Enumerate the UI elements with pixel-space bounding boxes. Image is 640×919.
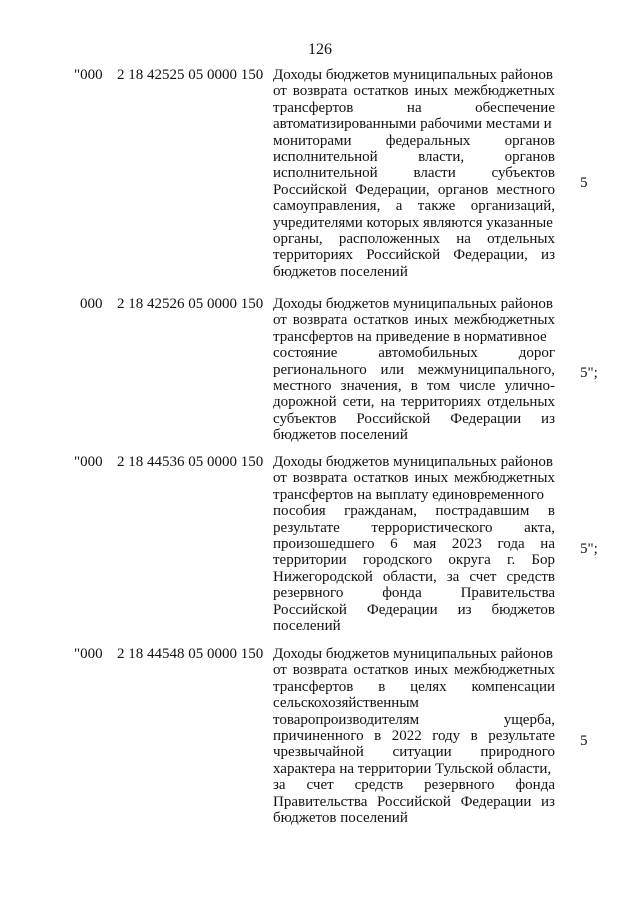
description-line: состояние автомобильных дорог <box>273 345 555 362</box>
description-line: от возврата остатков иных межбюджетных <box>273 662 555 679</box>
description-line: от возврата остатков иных межбюджетных <box>273 312 555 329</box>
description-line: органы, расположенных на отдельных <box>273 231 555 248</box>
description-line: Правительства Российской Федерации из <box>273 793 555 810</box>
description-line: трансфертов на приведение в нормативное <box>273 328 547 345</box>
description-line: трансфертов на выплату единовременного <box>273 486 544 503</box>
norm-value: 5"; <box>580 365 598 381</box>
budget-classification-code: 2 18 44536 05 0000 150 <box>117 454 264 470</box>
description-line: мониторами федеральных органов <box>273 132 555 149</box>
description-line: Российской Федерации из бюджетов <box>273 601 555 618</box>
description-line: исполнительной власти, органов <box>273 149 555 166</box>
norm-value: 5 <box>580 175 588 191</box>
description-line: исполнительной власти субъектов <box>273 165 555 182</box>
budget-classification-code: 2 18 42526 05 0000 150 <box>117 296 264 312</box>
description-line: самоуправления, а также организаций, <box>273 198 555 215</box>
description-line: товаропроизводителям ущерба, <box>273 711 555 728</box>
description-line: территориях Российской Федерации, из <box>273 247 555 264</box>
description-line: за счет средств резервного фонда <box>273 777 555 794</box>
description-line: трансфертов в целях компенсации <box>273 678 555 695</box>
description-line: регионального или межмуниципального, <box>273 361 555 378</box>
description-line: Доходы бюджетов муниципальных районов <box>273 646 553 662</box>
income-description <box>273 646 555 826</box>
prefix-code: "000 <box>74 646 103 662</box>
description-line: от возврата остатков иных межбюджетных <box>273 83 555 100</box>
income-description <box>273 296 555 444</box>
description-line: дорожной сети, на территориях отдельных <box>273 394 555 411</box>
description-line: Доходы бюджетов муниципальных районов <box>273 67 553 83</box>
description-line: Российской Федерации, органов местного <box>273 181 555 198</box>
description-line: поселений <box>273 618 341 635</box>
prefix-code: "000 <box>74 67 103 83</box>
norm-value: 5 <box>580 733 588 749</box>
description-line: Доходы бюджетов муниципальных районов <box>273 296 553 312</box>
description-line: автоматизированными рабочими местами и <box>273 116 552 133</box>
description-line: территории городского округа г. Бор <box>273 552 555 569</box>
description-line: произошедшего 6 мая 2023 года на <box>273 536 555 553</box>
budget-classification-code: 2 18 42525 05 0000 150 <box>117 67 264 83</box>
description-line: бюджетов поселений <box>273 263 408 280</box>
description-line: характера на территории Тульской области, <box>273 760 552 777</box>
income-description <box>273 454 555 634</box>
description-line: трансфертов на обеспечение <box>273 99 555 116</box>
description-line: местного значения, в том числе улично- <box>273 378 555 395</box>
description-line: пособия гражданам, пострадавшим в <box>273 503 555 520</box>
description-line: сельскохозяйственным <box>273 695 419 712</box>
description-line: результате террористического акта, <box>273 519 555 536</box>
description-line: бюджетов поселений <box>273 427 408 444</box>
description-line: чрезвычайной ситуации природного <box>273 744 555 761</box>
description-line: Нижегородской области, за счет средств <box>273 568 555 585</box>
prefix-code: "000 <box>74 454 103 470</box>
prefix-code: 000 <box>80 296 103 312</box>
page-number: 126 <box>308 41 332 58</box>
norm-value: 5"; <box>580 541 598 557</box>
income-description <box>273 67 555 280</box>
description-line: учредителями которых являются указанные <box>273 214 553 231</box>
description-line: Доходы бюджетов муниципальных районов <box>273 454 553 470</box>
description-line: субъектов Российской Федерации из <box>273 410 555 427</box>
budget-classification-code: 2 18 44548 05 0000 150 <box>117 646 264 662</box>
description-line: причиненного в 2022 году в результате <box>273 728 555 745</box>
description-line: от возврата остатков иных межбюджетных <box>273 470 555 487</box>
description-line: бюджетов поселений <box>273 810 408 827</box>
description-line: резервного фонда Правительства <box>273 585 555 602</box>
